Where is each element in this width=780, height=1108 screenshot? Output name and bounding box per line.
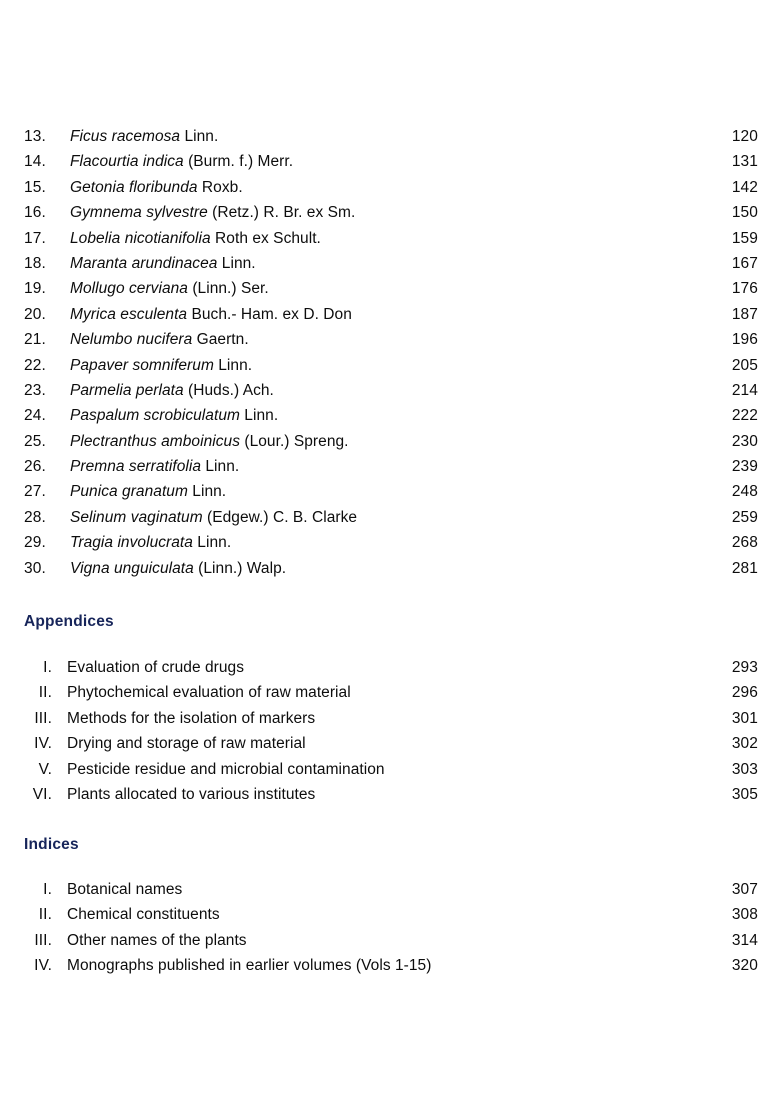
toc-entry-number: IV. [34, 735, 52, 753]
toc-entry-title [70, 175, 243, 200]
toc-page-number: 120 [731, 128, 758, 145]
toc-page-number: 159 [731, 229, 758, 247]
indices-heading: Indices [24, 836, 79, 853]
toc-page-number: 281 [731, 559, 758, 577]
species-name: Mollugo cerviana [70, 280, 188, 298]
index-row [0, 928, 780, 953]
toc-entry-title [70, 302, 352, 327]
toc-entry-title: Methods for the isolation of markers [67, 709, 316, 727]
index-row [0, 902, 780, 927]
toc-entry-title [70, 226, 321, 251]
toc-entry-number: 28. [24, 508, 46, 526]
toc-row [0, 479, 780, 504]
toc-row [0, 327, 780, 352]
toc-page-number: 230 [731, 432, 758, 450]
toc-entry-title: Plants allocated to various institutes [67, 785, 316, 803]
monograph-list [0, 124, 780, 581]
species-name: Parmelia perlata [70, 381, 184, 399]
toc-entry-title [70, 378, 274, 403]
species-name: Myrica esculenta [70, 305, 188, 323]
species-authority: Linn. [239, 407, 279, 425]
species-authority: (Linn.) Walp. [193, 559, 287, 577]
toc-row [0, 378, 780, 403]
toc-page-number: 320 [731, 957, 758, 975]
toc-entry-number: III. [34, 709, 52, 727]
appendices-list [0, 655, 780, 807]
species-authority: Buch.- Ham. ex D. Don [187, 305, 352, 323]
species-authority: Roth ex Schult. [210, 229, 321, 247]
species-name: Ficus racemosa [70, 128, 181, 145]
toc-row [0, 175, 780, 200]
index-row [0, 877, 780, 902]
toc-entry-number: 29. [24, 534, 46, 552]
toc-entry-number: 20. [24, 305, 46, 323]
toc-row [0, 302, 780, 327]
toc-row [0, 530, 780, 555]
toc-entry-number: IV. [34, 957, 52, 975]
toc-entry-number: 14. [24, 153, 46, 171]
appendix-row [0, 782, 780, 807]
toc-page-number: 301 [731, 709, 758, 727]
species-authority: Roxb. [197, 178, 243, 196]
species-name: Gymnema sylvestre [70, 204, 208, 222]
toc-entry-number: 24. [24, 407, 46, 425]
toc-page-number: 187 [731, 305, 758, 323]
toc-page-number: 239 [731, 458, 758, 476]
toc-entry-number: 13. [24, 128, 46, 145]
toc-page-number: 293 [731, 659, 758, 676]
toc-entry-title [70, 429, 349, 454]
toc-entry-number: 30. [24, 559, 46, 577]
species-authority: Linn. [217, 254, 256, 272]
toc-entry-number: 17. [24, 229, 46, 247]
species-authority: Linn. [180, 128, 219, 145]
toc-page-number: 131 [731, 153, 758, 171]
toc-page-number: 222 [731, 407, 758, 425]
toc-entry-number: II. [38, 684, 52, 702]
toc-row [0, 556, 780, 581]
toc-entry-number: 15. [24, 178, 46, 196]
toc-entry-title [70, 403, 278, 428]
toc-entry-title [70, 276, 269, 301]
species-authority: Gaertn. [192, 331, 249, 349]
toc-entry-title: Chemical constituents [67, 906, 220, 924]
toc-entry-title [70, 124, 218, 149]
species-authority: Linn. [187, 483, 227, 501]
species-name: Vigna unguiculata [70, 559, 194, 577]
toc-page-number: 142 [731, 178, 758, 196]
toc-entry-title: Pesticide residue and microbial contamination [67, 760, 385, 778]
toc-entry-number: VI. [32, 785, 52, 803]
species-authority: (Huds.) Ach. [183, 381, 274, 399]
toc-row [0, 251, 780, 276]
toc-row [0, 429, 780, 454]
toc-page-number: 302 [731, 735, 758, 753]
toc-page-number: 307 [731, 881, 758, 898]
toc-page-number: 196 [731, 331, 758, 349]
toc-page-number: 308 [731, 906, 758, 924]
species-name: Paspalum scrobiculatum [70, 407, 240, 425]
toc-entry-title: Drying and storage of raw material [67, 735, 306, 753]
species-authority: (Burm. f.) Merr. [183, 153, 294, 171]
species-authority: (Lour.) Spreng. [240, 432, 349, 450]
species-authority: Linn. [213, 356, 253, 374]
toc-page-number: 268 [731, 534, 758, 552]
appendix-row [0, 706, 780, 731]
toc-entry-title: Phytochemical evaluation of raw material [67, 684, 351, 702]
species-authority: (Retz.) R. Br. ex Sm. [207, 204, 356, 222]
toc-entry-number: V. [38, 760, 52, 778]
toc-row [0, 403, 780, 428]
toc-entry-number: 25. [24, 432, 46, 450]
species-name: Plectranthus amboinicus [70, 432, 241, 450]
toc-row [0, 226, 780, 251]
toc-entry-title: Monographs published in earlier volumes (Vols 1-15) [67, 957, 432, 975]
toc-row [0, 353, 780, 378]
toc-page-number: 314 [731, 931, 758, 949]
toc-entry-title [70, 530, 231, 555]
toc-entry-number: 27. [24, 483, 46, 501]
toc-entry-title: Other names of the plants [67, 931, 247, 949]
toc-entry-number: 18. [24, 254, 46, 272]
indices-list [0, 877, 780, 979]
species-name: Tragia involucrata [70, 534, 193, 552]
toc-entry-title [70, 149, 293, 174]
toc-page-number: 150 [731, 204, 758, 222]
toc-entry-number: 16. [24, 204, 46, 222]
toc-entry-number: 26. [24, 458, 46, 476]
toc-row [0, 505, 780, 530]
toc-page-number: 167 [731, 254, 758, 272]
appendix-row [0, 655, 780, 680]
toc-entry-number: II. [38, 906, 52, 924]
index-row [0, 953, 780, 978]
toc-row [0, 124, 780, 149]
toc-entry-number: 22. [24, 356, 46, 374]
toc-row [0, 149, 780, 174]
toc-entry-title [70, 479, 226, 504]
species-name: Selinum vaginatum [70, 508, 203, 526]
appendix-row [0, 757, 780, 782]
toc-entry-title [70, 556, 286, 581]
toc-entry-title [70, 251, 256, 276]
toc-entry-title [70, 327, 249, 352]
species-name: Flacourtia indica [70, 153, 184, 171]
appendix-row [0, 731, 780, 756]
toc-entry-title: Evaluation of crude drugs [67, 659, 245, 676]
species-name: Maranta arundinacea [70, 254, 218, 272]
species-authority: (Linn.) Ser. [187, 280, 269, 298]
toc-entry-number: I. [43, 659, 52, 676]
toc-row [0, 454, 780, 479]
toc-entry-title [70, 454, 239, 479]
toc-entry-number: III. [34, 931, 52, 949]
toc-entry-number: I. [43, 881, 52, 898]
toc-entry-title: Botanical names [67, 881, 183, 898]
toc-row [0, 200, 780, 225]
toc-page-number: 248 [731, 483, 758, 501]
toc-entry-title [70, 200, 355, 225]
toc-page-number: 259 [731, 508, 758, 526]
toc-entry-number: 23. [24, 381, 46, 399]
toc-page-number: 305 [731, 785, 758, 803]
toc-page-number: 214 [731, 381, 758, 399]
toc-entry-number: 21. [24, 331, 46, 349]
species-name: Lobelia nicotianifolia [70, 229, 211, 247]
toc-entry-number: 19. [24, 280, 46, 298]
toc-page-number: 296 [731, 684, 758, 702]
toc-entry-title [70, 353, 252, 378]
species-authority: Linn. [201, 458, 240, 476]
toc-page-number: 303 [731, 760, 758, 778]
toc-page-number: 205 [731, 356, 758, 374]
toc-entry-title [70, 505, 357, 530]
species-name: Nelumbo nucifera [70, 331, 193, 349]
appendix-row [0, 680, 780, 705]
toc-page-number: 176 [731, 280, 758, 298]
species-name: Papaver somniferum [70, 356, 214, 374]
appendices-heading: Appendices [24, 613, 114, 630]
toc-row [0, 276, 780, 301]
species-name: Getonia floribunda [70, 178, 198, 196]
species-name: Premna serratifolia [70, 458, 202, 476]
species-name: Punica granatum [70, 483, 188, 501]
species-authority: Linn. [192, 534, 232, 552]
species-authority: (Edgew.) C. B. Clarke [202, 508, 358, 526]
